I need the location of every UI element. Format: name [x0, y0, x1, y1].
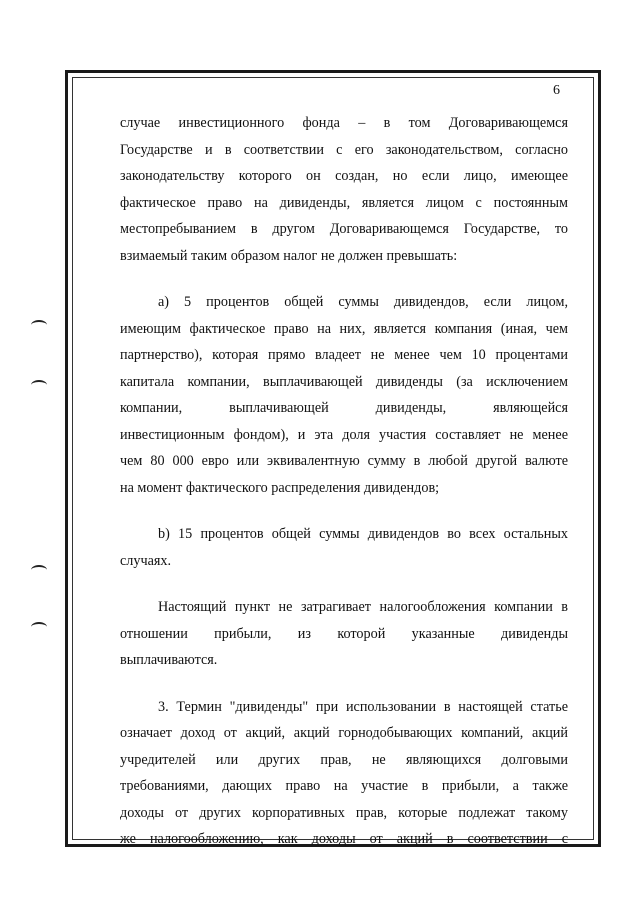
- text-line: выплачиваются.: [120, 652, 218, 668]
- paragraph-gap: [120, 501, 568, 521]
- text-line: имеющим фактическое право на них, является компания (иная, чем: [120, 320, 568, 337]
- text-line: партнерство), которая прямо владеет не менее чем 10 процентами: [120, 347, 568, 363]
- text-line: взимаемый таким образом налог не должен превышать:: [120, 247, 458, 264]
- paragraph-gap: [120, 574, 568, 594]
- text-line: требованиями, дающих право на участие в прибыли, а также: [120, 778, 568, 794]
- paragraph-gap: [120, 674, 568, 694]
- binder-hole-mark: [31, 565, 47, 575]
- text-line: a) 5 процентов общей суммы дивидендов, если лицом,: [158, 294, 568, 310]
- text-line: случаях.: [120, 552, 172, 569]
- text-line: местопребыванием в другом Договаривающемся Государстве, то: [120, 221, 568, 237]
- text-line: инвестиционным фондом), и эта доля участия составляет не менее: [120, 426, 568, 443]
- text-line: фактическое право на дивиденды, является лицом с постоянным: [120, 194, 568, 211]
- document-body: [120, 110, 568, 853]
- binder-hole-mark: [31, 622, 47, 632]
- text-line: доходы от других корпоративных прав, которые подлежат такому: [120, 804, 568, 821]
- text-line: чем 80 000 евро или эквивалентную сумму в любой другой валюте: [120, 453, 568, 469]
- binder-hole-mark: [31, 320, 47, 330]
- text-line: 3. Термин "дивиденды" при использовании в настоящей статье: [158, 698, 568, 715]
- text-line: на момент фактического распределения дивидендов;: [120, 479, 440, 496]
- text-line: означает доход от акций, акций горнодобывающих компаний, акций: [120, 725, 568, 741]
- text-line: компании, выплачивающей дивиденды, являющейся: [120, 400, 568, 416]
- paragraph-gap: [120, 269, 568, 289]
- text-line: b) 15 процентов общей суммы дивидендов во всех остальных: [158, 526, 568, 542]
- text-line: случае инвестиционного фонда – в том Договаривающемся: [120, 115, 568, 131]
- text-line: Настоящий пункт не затрагивает налогообложения компании в: [158, 599, 568, 615]
- text-line: Государстве и в соответствии с его законодательством, согласно: [120, 141, 568, 158]
- text-line: законодательству которого он создан, но если лицо, имеющее: [120, 168, 568, 184]
- text-line: отношении прибыли, из которой указанные дивиденды: [120, 625, 568, 642]
- text-line: капитала компании, выплачивающей дивиденды (за исключением: [120, 373, 568, 390]
- text-line: же налогообложению, как доходы от акций в соответствии с: [120, 831, 568, 847]
- text-line: учредителей или других прав, не являющихся долговыми: [120, 751, 568, 768]
- page-number: 6: [553, 83, 560, 98]
- binder-hole-mark: [31, 380, 47, 390]
